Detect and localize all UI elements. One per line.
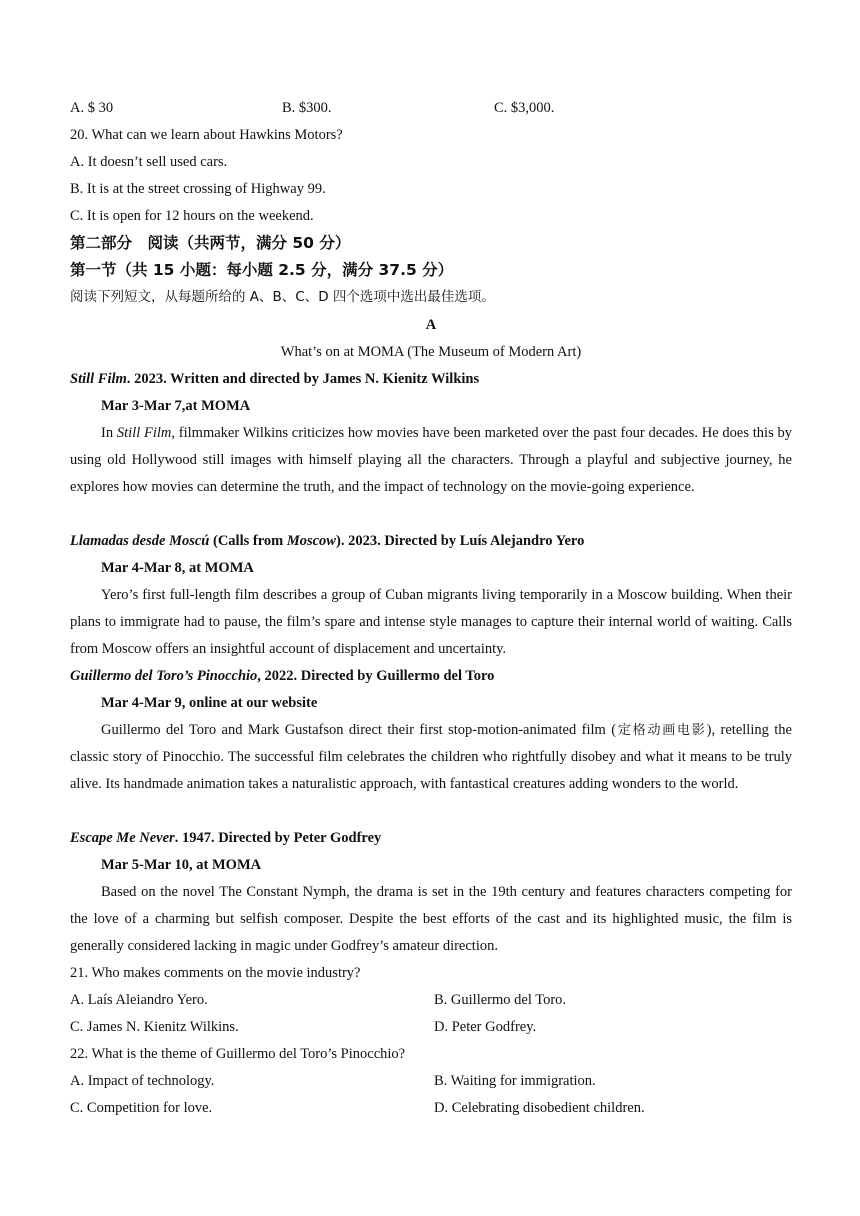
q20-question: 20. What can we learn about Hawkins Motors? — [70, 127, 343, 143]
q20-option-b: B. It is at the street crossing of Highway 99. — [70, 181, 326, 197]
section1-heading: 第一节（共 15 小题：每小题 2.5 分，满分 37.5 分） — [70, 261, 454, 279]
film-1-meta: . 2023. Written and directed by James N. Kienitz Wilkins — [126, 371, 480, 387]
film-2-heading — [70, 528, 792, 555]
film-2-meta-pre: (Calls from — [209, 533, 287, 549]
film-4-heading — [70, 825, 792, 852]
film-2-title: Llamadas desde Moscú — [70, 533, 210, 549]
film-3-desc-pre: Guillermo del Toro and Mark Gustafson direct their first stop-motion-animated film ( — [101, 722, 617, 738]
film-4-dates: Mar 5-Mar 10, at MOMA — [101, 857, 262, 873]
film-2-dates: Mar 4-Mar 8, at MOMA — [101, 560, 254, 576]
film-3-desc-post: ), retelling the classic story of Pinocchio. The successful film celebrates the children who rightfully disobey and what it means to be truly alive. Its handmade animation takes a naturalistic approach, with fantastical creatures adding wonders to the world. — [70, 722, 792, 792]
q21-option-c: C. James N. Kienitz Wilkins. — [70, 1019, 239, 1035]
film-3-description — [70, 717, 792, 798]
q20-option-a: A. It doesn’t sell used cars. — [70, 154, 228, 170]
film-4-meta: . 1947. Directed by Peter Godfrey — [174, 830, 382, 846]
instructions: 阅读下列短文，从每题所给的 A、B、C、D 四个选项中选出最佳选项。 — [70, 289, 495, 305]
film-1-heading — [70, 366, 792, 393]
part2-heading: 第二部分 阅读（共两节，满分 50 分） — [70, 234, 351, 252]
passage-letter: A — [425, 317, 437, 333]
q22-option-a: A. Impact of technology. — [70, 1073, 215, 1089]
q21-question: 21. Who makes comments on the movie industry? — [70, 965, 361, 981]
q22-options-row-1 — [70, 1068, 792, 1095]
q19-option-c: C. $3,000. — [494, 100, 555, 116]
film-3-heading — [70, 663, 792, 690]
film-4-description: Based on the novel The Constant Nymph, the drama is set in the 19th century and features characters competing for the love of a charming but selfish composer. Despite the best efforts of the cast and its highlighted music, the film is generally considered lacking in magic under Godfrey’s amateur direction. — [70, 884, 792, 954]
film-2-meta-post: ). 2023. Directed by Luís Alejandro Yero — [335, 533, 585, 549]
film-2-description: Yero’s first full-length film describes a group of Cuban migrants living temporarily in a Moscow building. When their plans to immigrate had to pause, the film’s spare and intense style manages to capture their internal world of waiting. Calls from Moscow offers an insightful account of displacement and uncertainty. — [70, 587, 792, 657]
q21-option-b: B. Guillermo del Toro. — [434, 992, 567, 1008]
q22-option-b: B. Waiting for immigration. — [434, 1073, 596, 1089]
film-1-desc-pre: In — [101, 425, 117, 441]
q21-options-row-2 — [70, 1014, 792, 1041]
q19-option-a: A. $ 30 — [70, 100, 114, 116]
q22-option-c: C. Competition for love. — [70, 1100, 213, 1116]
q22-question: 22. What is the theme of Guillermo del Toro’s Pinocchio? — [70, 1046, 406, 1062]
film-1-dates: Mar 3-Mar 7,at MOMA — [101, 398, 251, 414]
q21-options-row-1 — [70, 987, 792, 1014]
film-1-desc-post: , filmmaker Wilkins criticizes how movies have been marketed over the past four decades. He does this by using old Hollywood still images with himself playing all the characters. Through a playful and subjective journey, he explores how movies can determine the truth, and the impact of technology on the movie-going experience. — [70, 425, 792, 495]
q21-option-d: D. Peter Godfrey. — [434, 1019, 537, 1035]
film-3-dates: Mar 4-Mar 9, online at our website — [101, 695, 318, 711]
film-3-title: Guillermo del Toro’s Pinocchio — [70, 668, 258, 684]
q22-options-row-2 — [70, 1095, 792, 1122]
q20-option-c: C. It is open for 12 hours on the weekend. — [70, 208, 314, 224]
passage-title: What’s on at MOMA (The Museum of Modern Art) — [280, 344, 582, 360]
film-4-title: Escape Me Never — [70, 830, 175, 846]
q21-option-a: A. Laís Aleiandro Yero. — [70, 992, 208, 1008]
film-3-desc-chinese: 定格动画电影 — [616, 723, 707, 738]
film-1-description — [70, 420, 792, 501]
film-1-title: Still Film — [70, 371, 127, 387]
q19-option-b: B. $300. — [282, 100, 332, 116]
q22-option-d: D. Celebrating disobedient children. — [434, 1100, 645, 1116]
q19-options-row — [70, 95, 792, 122]
film-2-meta-italic: Moscow — [286, 533, 336, 549]
film-3-meta: , 2022. Directed by Guillermo del Toro — [257, 668, 495, 684]
film-1-desc-italic: Still Film — [116, 425, 172, 441]
